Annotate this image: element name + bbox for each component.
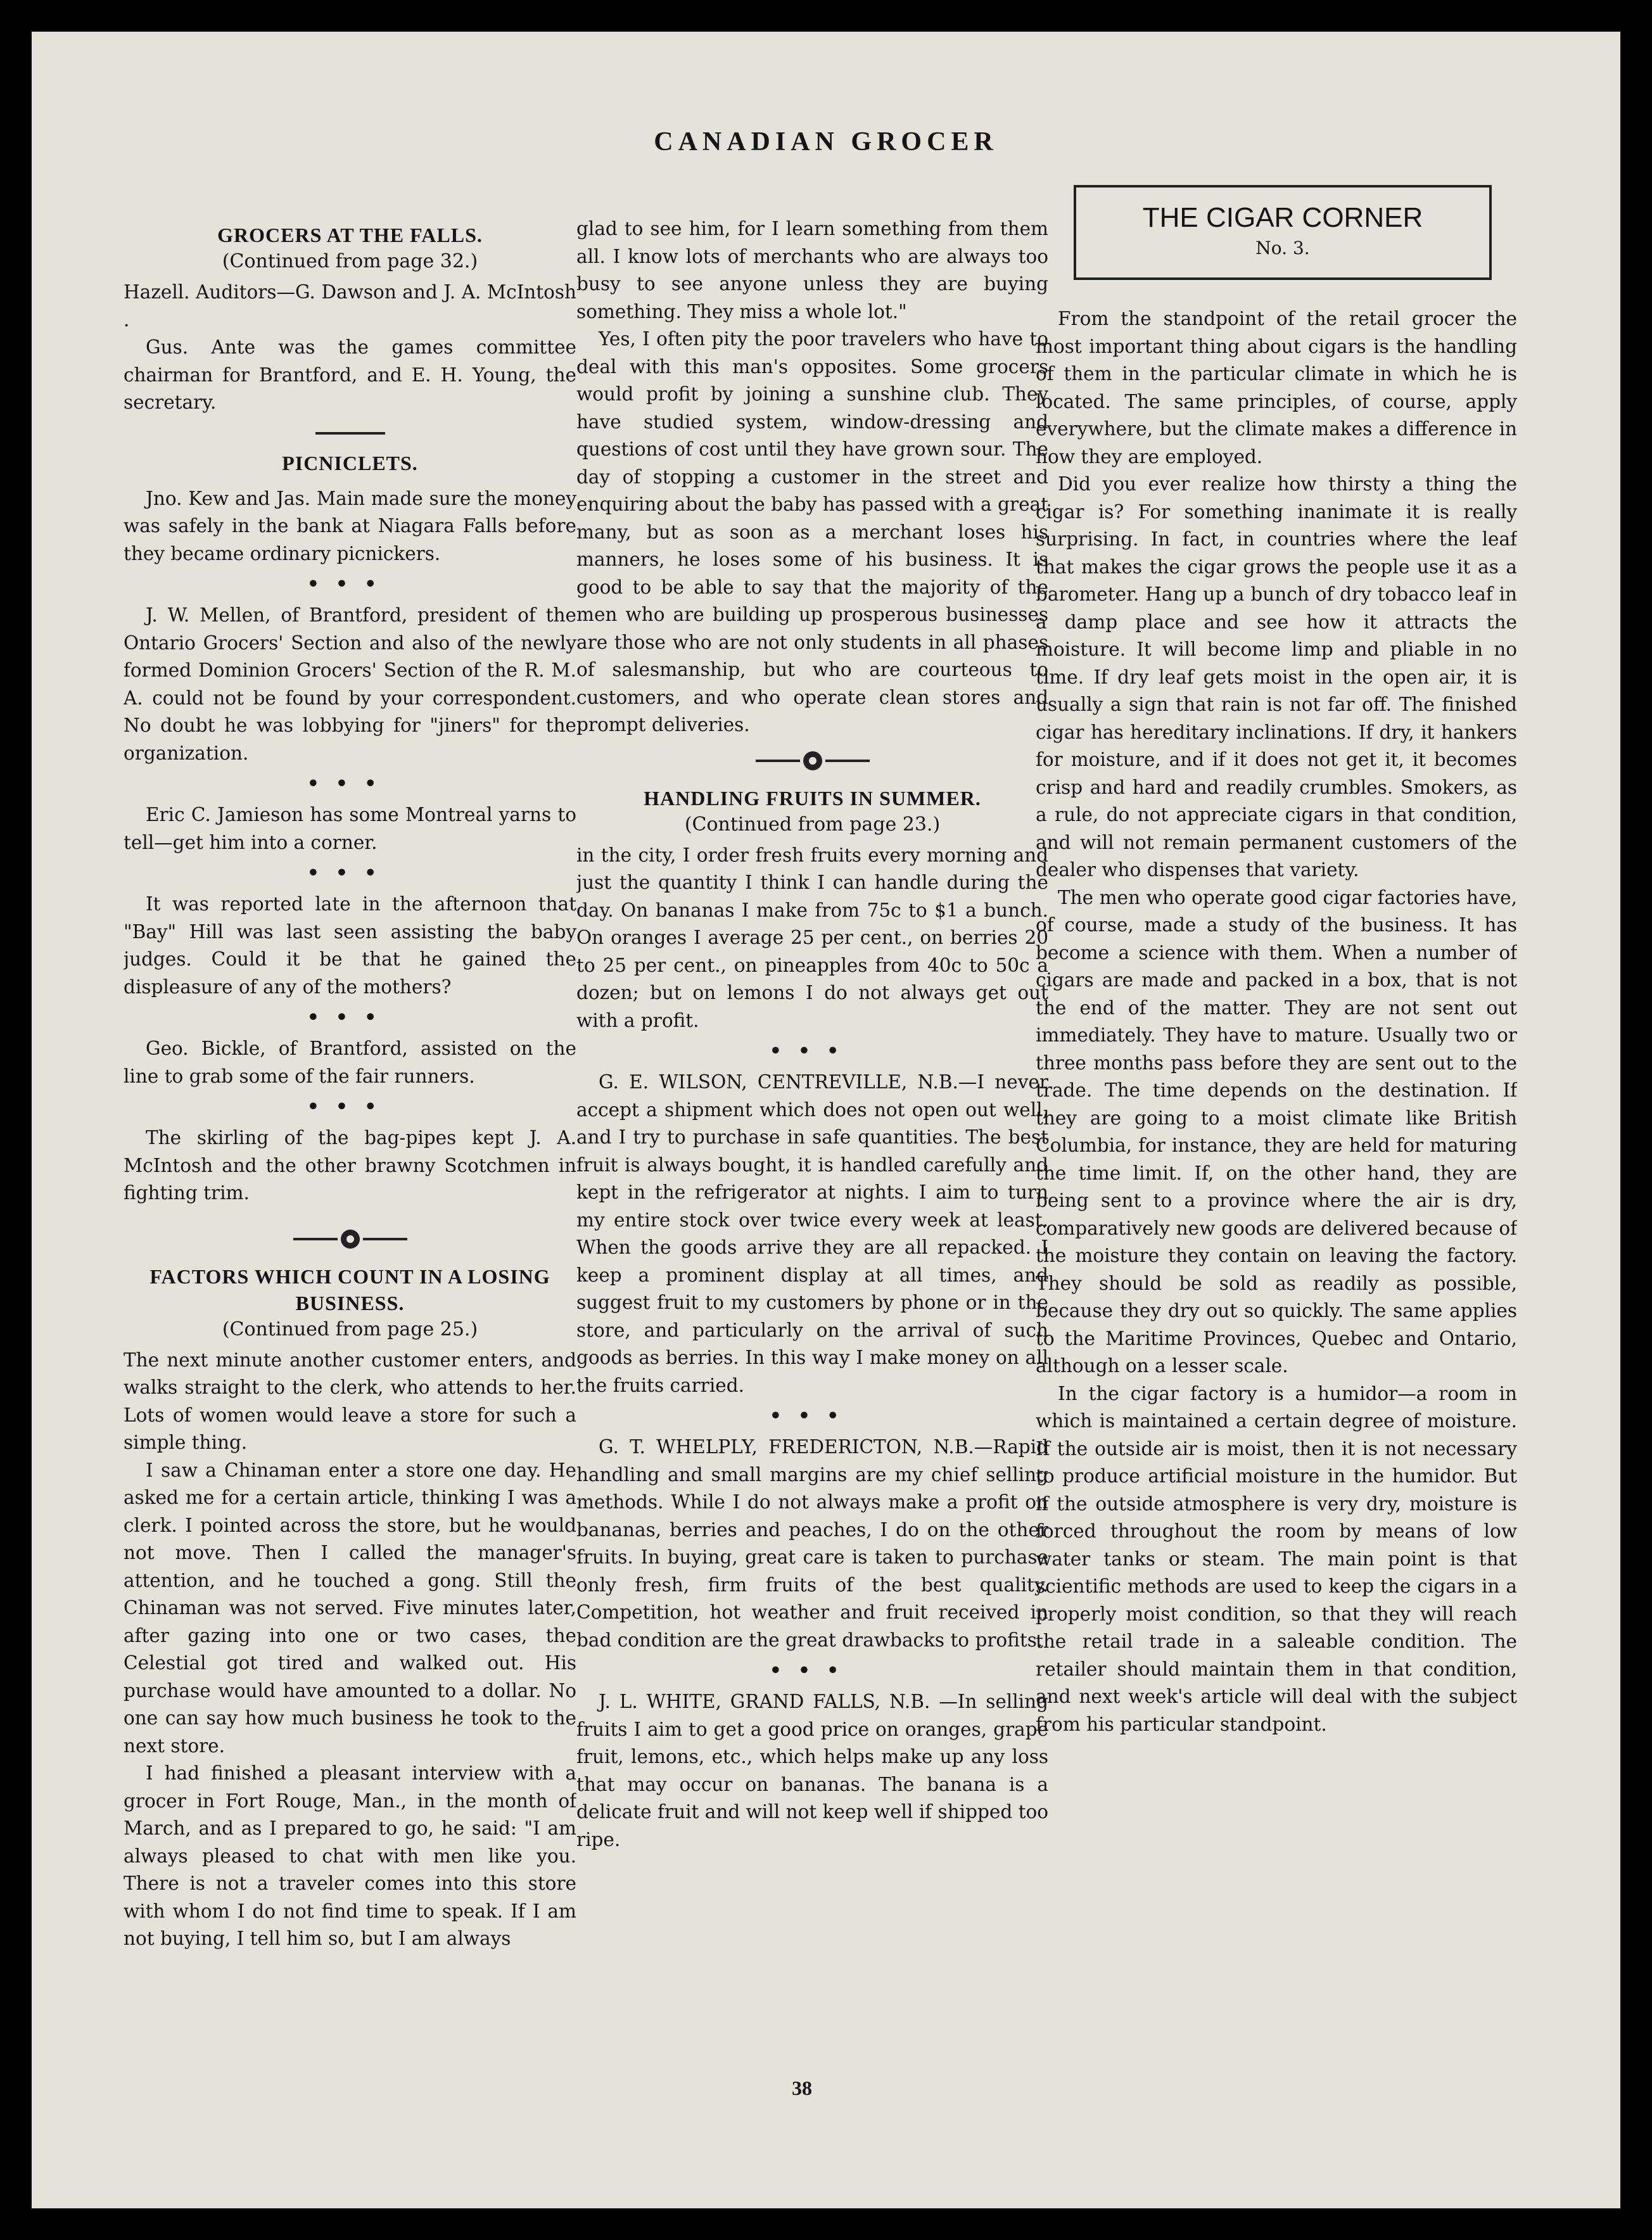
falls-paragraph-1: Hazell. Auditors—G. Dawson and J. A. McIntosh . <box>124 281 576 331</box>
ornament-divider <box>124 1226 576 1252</box>
factors-paragraph: I saw a Chinaman enter a store one day. He asked me for a certain article, thinking I was a clerk. I pointed across the store, but he would not move. Then I called the manager's attention, and he touched a gong. Still the Chinaman was not served. Five minutes later, after gazing into one or two cases, the Celestial got tired and walked out. His purchase would have amounted to a dollar. No one can say how much business he took to the next store. <box>124 1459 576 1757</box>
cigar-corner-box <box>1074 185 1492 280</box>
cigar-paragraph: From the standpoint of the retail grocer the most important thing about cigars is the handling of them in the particular climate in which he is located. The same principles, of course, apply everywhere, but the climate makes a difference in how they are employed. <box>1036 308 1517 468</box>
picniclet-item: Geo. Bickle, of Brantford, assisted on the line to grab some of the fair runners. <box>124 1038 576 1087</box>
picniclet-item: Eric C. Jamieson has some Montreal yarns to tell—get him into a corner. <box>124 804 576 853</box>
cigar-corner-title: THE CIGAR CORNER <box>1142 202 1423 233</box>
factors-paragraph: The next minute another customer enters, and walks straight to the clerk, who attends to her. Lots of women would leave a store for such a simple thing. <box>124 1349 576 1453</box>
fruits-paragraph: in the city, I order fresh fruits every morning and just the quantity I think I can handle during the day. On bananas I make from 75c to $1 a bunch. On oranges I average 25 per cent., on berries 20 to 25 per cent., on pineapples from 40c to 50c a dozen; but on lemons I do not always get out with a profit. <box>576 844 1048 1031</box>
picniclet-item: It was reported late in the afternoon that "Bay" Hill was last seen assisting the baby judges. Could it be that he gained the displeasure of any of the mothers? <box>124 893 576 998</box>
falls-paragraph-2: Gus. Ante was the games committee chairman for Brantford, and E. H. Young, the secretary. <box>124 336 576 413</box>
dots-separator: ••• <box>307 573 393 595</box>
factors-paragraph: I had finished a pleasant interview with a grocer in Fort Rouge, Man., in the month of March, and as I prepared to go, he said: "I am always pleased to chat with men like you. There is not a traveler comes into this store with whom I do not find time to speak. If I am not buying, I tell him so, but I am always <box>124 1762 576 1949</box>
dots-separator: ••• <box>769 1660 856 1682</box>
running-head: CANADIAN GROCER <box>654 127 998 156</box>
dots-separator: ••• <box>307 773 393 795</box>
factors-paragraph: Yes, I often pity the poor travelers who have to deal with this man's opposites. Some grocers would profit by joining a sunshine club. They have studied system, window-dressing and questions of cost until they have grown sour. The day of stopping a customer in the street and enquiring about the baby has passed with a great many, but as soon as a merchant loses his manners, he loses some of his business. It is good to be able to say that the majority of the men who are building up prosperous businesses are those who are not only students in all phases of salesmanship, but who are courteous to customers, and who operate clean stores and prompt deliveries. <box>576 328 1048 735</box>
dots-separator: ••• <box>307 1096 393 1118</box>
dots-separator: ••• <box>307 1007 393 1029</box>
dots-separator: ••• <box>769 1040 856 1062</box>
fruits-title: HANDLING FRUITS IN SUMMER. <box>644 786 981 810</box>
fruits-paragraph: J. L. WHITE, GRAND FALLS, N.B. —In selling fruits I aim to get a good price on oranges, grape fruit, lemons, etc., which helps make up any loss that may occur on bananas. The banana is a delicate fruit and will not keep well if shipped too ripe. <box>576 1691 1048 1850</box>
cigar-corner-number: No. 3. <box>1255 238 1310 258</box>
cigar-paragraph: Did you ever realize how thirsty a thing the cigar is? For something inanimate it is really surprising. In fact, in countries where the leaf that makes the cigar grows the people use it as a barometer. Hang up a bunch of dry tobacco leaf in a damp place and see how it attracts the moisture. It will become limp and pliable in no time. If dry leaf gets moist in the open air, it is usually a sign that rain is not far off. The finished cigar has hereditary inclinations. If dry, it hankers for moisture, and if it does not get it, it becomes crisp and hard and readily crumbles. Smokers, as a rule, do not appreciate cigars in that condition, and will not remain permanent customers of the dealer who dispenses that variety. <box>1036 473 1517 881</box>
picniclet-item: Jno. Kew and Jas. Main made sure the money was safely in the bank at Niagara Falls before they became ordinary picnickers. <box>124 487 576 564</box>
dots-separator: ••• <box>769 1405 856 1427</box>
ornament-divider <box>576 748 1048 773</box>
cigar-paragraph: The men who operate good cigar factories have, of course, made a study of the business. It has become a science with them. When a number of cigars are made and packed in a box, that is not the end of the matter. They are not sent out immediately. They have to mature. Usually two or three months pass before they are sent out to the trade. The time depends on the destination. If they are going to a moist climate like British Columbia, for instance, they are held for maturing the time limit. If, on the other hand, they are being sent to a province where the air is dry, comparatively new goods are delivered because of the moisture they contain on leaving the factory. They should be sold as readily as possible, because they dry out so quickly. The same applies to the Maritime Provinces, Quebec and Ontario, although on a lesser scale. <box>1036 886 1517 1377</box>
page-number: 38 <box>792 2077 812 2099</box>
factors-title: FACTORS WHICH COUNT IN A LOSING BUSINESS. <box>149 1264 550 1314</box>
fruits-paragraph: G. E. WILSON, CENTREVILLE, N.B.—I never accept a shipment which does not open out well, and I try to purchase in safe quantities. The best fruit is always bought, it is handled carefully and kept in the refrigerator at nights. I aim to turn my entire stock over twice every week at least. When the goods arrive they are all repacked. I keep a prominent display at all times, and suggest fruit to my customers by phone or in the store, and particularly on the arrival of such goods as berries. In this way I make money on all the fruits carried. <box>576 1071 1048 1396</box>
picniclet-item: The skirling of the bag-pipes kept J. A. McIntosh and the other brawny Scotchmen in fighting trim. <box>124 1127 576 1204</box>
picniclets-title: PICNICLETS. <box>282 451 418 474</box>
column-middle <box>576 215 1048 1854</box>
falls-title: GROCERS AT THE FALLS. <box>217 224 483 246</box>
factors-continued: (Continued from page 25.) <box>222 1318 478 1340</box>
fruits-paragraph: G. T. WHELPLY, FREDERICTON, N.B.—Rapid handling and small margins are my chief selling methods. While I do not always make a profit on bananas, berries and peaches, I do on the other fruits. In buying, great care is taken to purchase only fresh, firm fruits of the best quality. Competition, hot weather and fruit received in bad condition are the great drawbacks to profits. <box>576 1436 1048 1651</box>
column-right <box>1036 185 1517 1738</box>
fruits-continued: (Continued from page 23.) <box>684 813 941 836</box>
cigar-paragraph: In the cigar factory is a humidor—a room in which is maintained a certain degree of moisture. If the outside air is moist, then it is not necessary to produce artificial moisture in the humidor. But if the outside atmosphere is very dry, moisture is forced throughout the room by means of low water tanks or steam. The main point is that scientific methods are used to keep the cigars in a properly moist condition, so that they will reach the retail trade in a saleable condition. The retailer should maintain them in that condition, and next week's article will deal with the subject from his particular standpoint. <box>1036 1382 1517 1735</box>
falls-continued: (Continued from page 32.) <box>222 250 478 272</box>
section-rule <box>315 432 385 435</box>
magazine-page <box>32 32 1620 2208</box>
column-left <box>124 222 576 1953</box>
picniclet-item: J. W. Mellen, of Brantford, president of the Ontario Grocers' Section and also of the newly formed Dominion Grocers' Section of the R. M. A. could not be found by your correspondent. No doubt he was lobbying for "jiners" for the organization. <box>124 604 576 764</box>
factors-paragraph: glad to see him, for I learn something from them all. I know lots of merchants who are always too busy to see anyone unless they are buying something. They miss a whole lot." <box>576 218 1048 322</box>
dots-separator: ••• <box>307 862 393 884</box>
